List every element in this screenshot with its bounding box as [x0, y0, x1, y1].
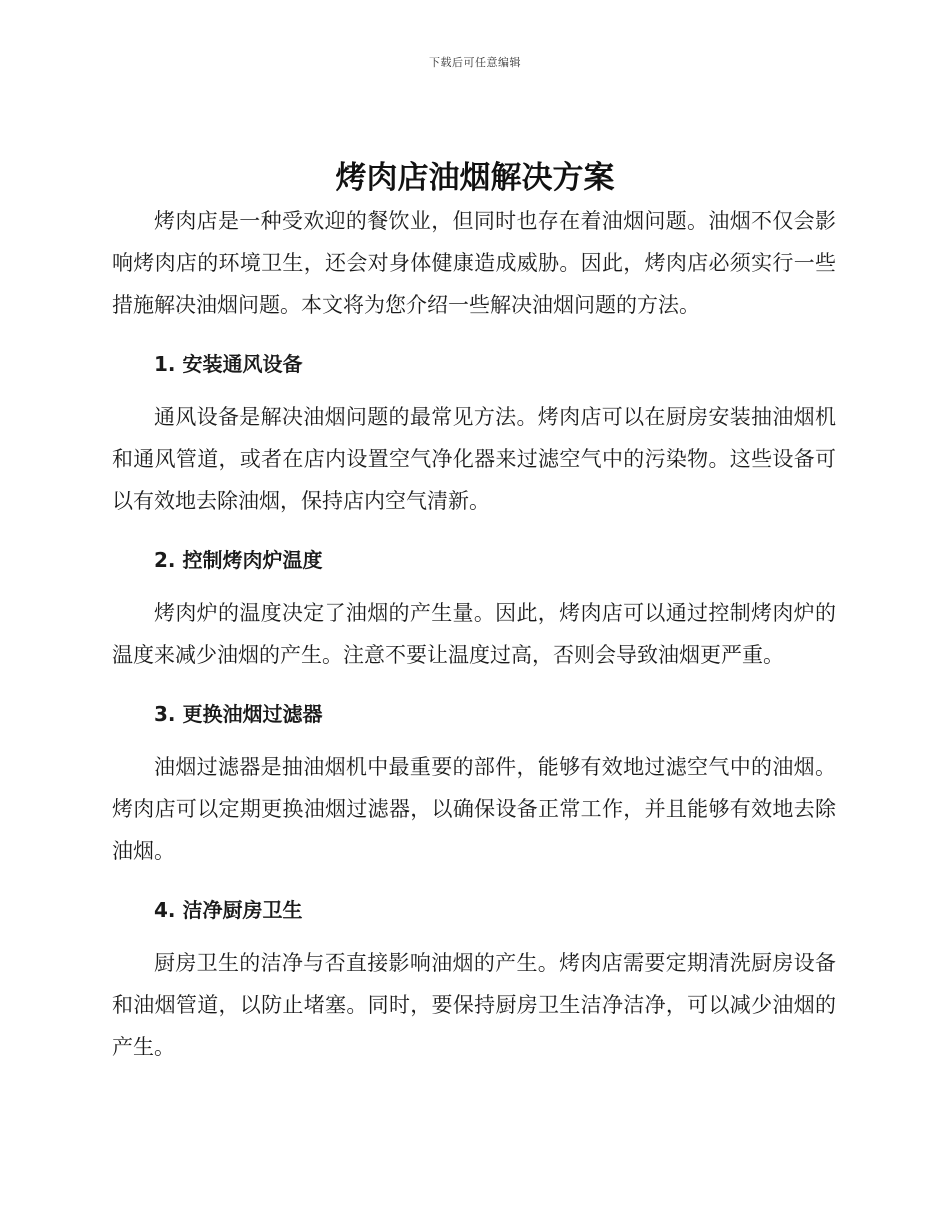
intro-paragraph: 烤肉店是一种受欢迎的餐饮业，但同时也存在着油烟问题。油烟不仅会影响烤肉店的环境卫生，还会对身体健康造成威胁。因此，烤肉店必须实行一些措施解决油烟问题。本文将为您介绍一些解决油烟问题的方法。 [112, 209, 836, 317]
section-body-kitchen-hygiene: 厨房卫生的洁净与否直接影响油烟的产生。烤肉店需要定期清洗厨房设备和油烟管道，以防止堵塞。同时，要保持厨房卫生洁净洁净，可以减少油烟的产生。 [112, 951, 836, 1059]
section-heading-temperature: 2. 控制烤肉炉温度 [154, 548, 323, 572]
section-body-temperature: 烤肉炉的温度决定了油烟的产生量。因此，烤肉店可以通过控制烤肉炉的温度来减少油烟的产生。注意不要让温度过高，否则会导致油烟更严重。 [112, 601, 836, 667]
page-header: 下载后可任意编辑 [429, 56, 521, 69]
section-heading-kitchen-hygiene: 4. 洁净厨房卫生 [154, 898, 303, 922]
section-body-ventilation: 通风设备是解决油烟问题的最常见方法。烤肉店可以在厨房安装抽油烟机和通风管道，或者在店内设置空气净化器来过滤空气中的污染物。这些设备可以有效地去除油烟，保持店内空气清新。 [112, 405, 836, 513]
section-heading-filter: 3. 更换油烟过滤器 [154, 702, 323, 726]
section-body-filter: 油烟过滤器是抽油烟机中最重要的部件，能够有效地过滤空气中的油烟。烤肉店可以定期更换油烟过滤器，以确保设备正常工作，并且能够有效地去除油烟。 [112, 755, 836, 863]
document-title: 烤肉店油烟解决方案 [335, 160, 615, 196]
document-body [112, 200, 836, 1068]
section-heading-ventilation: 1. 安装通风设备 [154, 352, 303, 376]
